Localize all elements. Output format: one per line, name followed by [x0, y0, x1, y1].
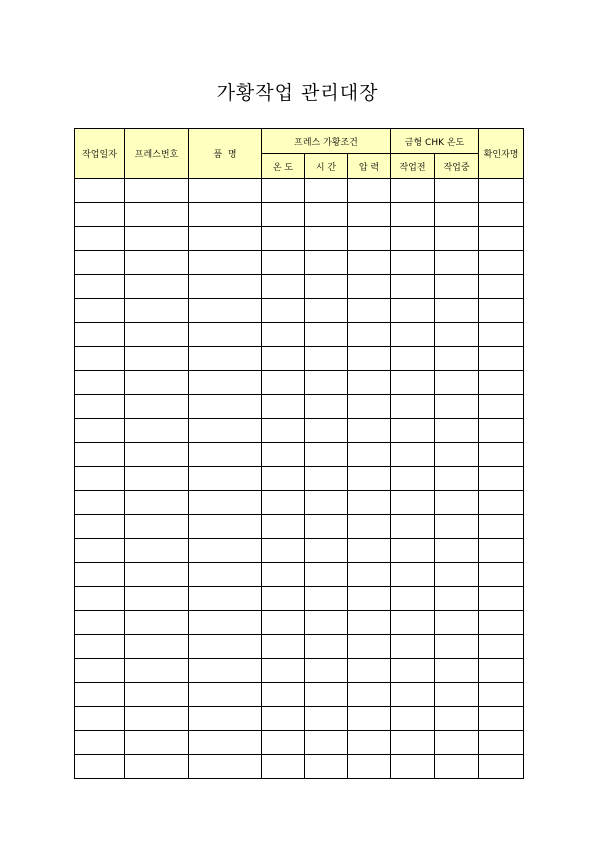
- table-cell[interactable]: [189, 227, 262, 251]
- table-cell[interactable]: [479, 299, 524, 323]
- table-cell[interactable]: [305, 707, 348, 731]
- table-cell[interactable]: [125, 419, 189, 443]
- table-row: [75, 395, 524, 419]
- table-cell[interactable]: [305, 659, 348, 683]
- table-cell[interactable]: [125, 563, 189, 587]
- table-cell[interactable]: [262, 179, 305, 203]
- table-cell[interactable]: [262, 227, 305, 251]
- table-cell[interactable]: [479, 443, 524, 467]
- table-cell[interactable]: [305, 323, 348, 347]
- table-cell[interactable]: [348, 539, 391, 563]
- table-cell[interactable]: [75, 587, 125, 611]
- table-cell[interactable]: [391, 659, 435, 683]
- table-cell[interactable]: [435, 683, 479, 707]
- table-cell[interactable]: [391, 635, 435, 659]
- table-cell[interactable]: [75, 275, 125, 299]
- table-cell[interactable]: [435, 203, 479, 227]
- table-row: [75, 707, 524, 731]
- table-cell[interactable]: [479, 659, 524, 683]
- table-cell[interactable]: [479, 227, 524, 251]
- table-cell[interactable]: [125, 683, 189, 707]
- table-cell[interactable]: [348, 443, 391, 467]
- table-cell[interactable]: [125, 299, 189, 323]
- table-cell[interactable]: [479, 635, 524, 659]
- table-cell[interactable]: [348, 755, 391, 779]
- table-body: [75, 179, 524, 779]
- table-cell[interactable]: [479, 251, 524, 275]
- table-cell[interactable]: [391, 395, 435, 419]
- table-cell[interactable]: [435, 755, 479, 779]
- table-cell[interactable]: [305, 683, 348, 707]
- table-cell[interactable]: [75, 539, 125, 563]
- table-row: [75, 731, 524, 755]
- table-cell[interactable]: [262, 203, 305, 227]
- table-cell[interactable]: [391, 683, 435, 707]
- table-cell[interactable]: [435, 251, 479, 275]
- header-confirmer: 확인자명: [479, 129, 524, 179]
- table-cell[interactable]: [262, 323, 305, 347]
- table-cell[interactable]: [305, 443, 348, 467]
- table-cell[interactable]: [391, 755, 435, 779]
- table-row: [75, 611, 524, 635]
- table-cell[interactable]: [262, 731, 305, 755]
- table-cell[interactable]: [75, 491, 125, 515]
- table-cell[interactable]: [189, 323, 262, 347]
- table-cell[interactable]: [125, 515, 189, 539]
- table-cell[interactable]: [348, 395, 391, 419]
- table-cell[interactable]: [262, 419, 305, 443]
- table-cell[interactable]: [479, 395, 524, 419]
- header-product-name: 품 명: [189, 129, 262, 179]
- table-cell[interactable]: [391, 227, 435, 251]
- table-row: [75, 491, 524, 515]
- table-cell[interactable]: [479, 467, 524, 491]
- table-row: [75, 203, 524, 227]
- table-cell[interactable]: [348, 371, 391, 395]
- table-row: [75, 179, 524, 203]
- table-cell[interactable]: [391, 731, 435, 755]
- table-cell[interactable]: [262, 515, 305, 539]
- table-cell[interactable]: [348, 563, 391, 587]
- table-cell[interactable]: [189, 635, 262, 659]
- table-row: [75, 443, 524, 467]
- table-cell[interactable]: [189, 371, 262, 395]
- table-cell[interactable]: [75, 515, 125, 539]
- table-cell[interactable]: [435, 515, 479, 539]
- table-cell[interactable]: [125, 395, 189, 419]
- table-cell[interactable]: [391, 251, 435, 275]
- table-cell[interactable]: [75, 707, 125, 731]
- table-cell[interactable]: [125, 275, 189, 299]
- table-cell[interactable]: [75, 467, 125, 491]
- table-cell[interactable]: [305, 467, 348, 491]
- table-cell[interactable]: [189, 395, 262, 419]
- table-cell[interactable]: [125, 731, 189, 755]
- table-cell[interactable]: [348, 707, 391, 731]
- table-cell[interactable]: [262, 563, 305, 587]
- table-row: [75, 539, 524, 563]
- table-cell[interactable]: [262, 275, 305, 299]
- header-before-work: 작업전: [391, 154, 435, 179]
- table-cell[interactable]: [348, 491, 391, 515]
- table-cell[interactable]: [75, 443, 125, 467]
- table-cell[interactable]: [479, 611, 524, 635]
- table-cell[interactable]: [262, 707, 305, 731]
- table-cell[interactable]: [125, 635, 189, 659]
- table-row: [75, 587, 524, 611]
- table-cell[interactable]: [479, 755, 524, 779]
- table-cell[interactable]: [348, 347, 391, 371]
- table-cell[interactable]: [435, 659, 479, 683]
- table-row: [75, 755, 524, 779]
- table-cell[interactable]: [305, 179, 348, 203]
- table-cell[interactable]: [305, 731, 348, 755]
- table-cell[interactable]: [189, 203, 262, 227]
- table-cell[interactable]: [305, 635, 348, 659]
- table-cell[interactable]: [391, 491, 435, 515]
- table-cell[interactable]: [189, 683, 262, 707]
- table-cell[interactable]: [75, 299, 125, 323]
- table-row: [75, 467, 524, 491]
- table-cell[interactable]: [479, 515, 524, 539]
- table-cell[interactable]: [479, 491, 524, 515]
- table-cell[interactable]: [435, 419, 479, 443]
- table-cell[interactable]: [75, 179, 125, 203]
- table-cell[interactable]: [305, 611, 348, 635]
- table-cell[interactable]: [479, 683, 524, 707]
- table-cell[interactable]: [125, 179, 189, 203]
- table-cell[interactable]: [348, 203, 391, 227]
- table-row: [75, 251, 524, 275]
- table-cell[interactable]: [75, 371, 125, 395]
- table-cell[interactable]: [189, 299, 262, 323]
- table-cell[interactable]: [348, 683, 391, 707]
- table-cell[interactable]: [391, 443, 435, 467]
- header-work-date: 작업일자: [75, 129, 125, 179]
- table-cell[interactable]: [75, 419, 125, 443]
- table-cell[interactable]: [435, 467, 479, 491]
- table-cell[interactable]: [262, 659, 305, 683]
- table-cell[interactable]: [189, 275, 262, 299]
- table-cell[interactable]: [348, 515, 391, 539]
- page-title: 가황작업 관리대장: [216, 82, 379, 104]
- table-row: [75, 227, 524, 251]
- table-cell[interactable]: [125, 323, 189, 347]
- table-cell[interactable]: [391, 515, 435, 539]
- table-cell[interactable]: [75, 659, 125, 683]
- table-cell[interactable]: [348, 635, 391, 659]
- table-cell[interactable]: [435, 323, 479, 347]
- table-cell[interactable]: [435, 347, 479, 371]
- table-cell[interactable]: [189, 515, 262, 539]
- table-cell[interactable]: [479, 731, 524, 755]
- table-cell[interactable]: [75, 395, 125, 419]
- table-cell[interactable]: [348, 275, 391, 299]
- table-cell[interactable]: [435, 371, 479, 395]
- table-cell[interactable]: [125, 539, 189, 563]
- table-cell[interactable]: [391, 467, 435, 491]
- table-cell[interactable]: [435, 539, 479, 563]
- table-cell[interactable]: [262, 467, 305, 491]
- table-row: [75, 635, 524, 659]
- table-cell[interactable]: [391, 611, 435, 635]
- table-cell[interactable]: [348, 587, 391, 611]
- table-cell[interactable]: [189, 755, 262, 779]
- table-cell[interactable]: [189, 251, 262, 275]
- table-cell[interactable]: [479, 371, 524, 395]
- table-cell[interactable]: [305, 755, 348, 779]
- table-cell[interactable]: [262, 755, 305, 779]
- table-cell[interactable]: [305, 203, 348, 227]
- table-cell[interactable]: [75, 683, 125, 707]
- table-cell[interactable]: [348, 611, 391, 635]
- table-row: [75, 323, 524, 347]
- table-cell[interactable]: [75, 323, 125, 347]
- table-cell[interactable]: [435, 395, 479, 419]
- table-cell[interactable]: [75, 563, 125, 587]
- table-cell[interactable]: [189, 539, 262, 563]
- table-row: [75, 419, 524, 443]
- table-cell[interactable]: [435, 491, 479, 515]
- table-cell[interactable]: [75, 611, 125, 635]
- table-cell[interactable]: [435, 707, 479, 731]
- table-cell[interactable]: [125, 467, 189, 491]
- table-cell[interactable]: [479, 179, 524, 203]
- table-cell[interactable]: [391, 203, 435, 227]
- table-cell[interactable]: [125, 587, 189, 611]
- table-cell[interactable]: [479, 563, 524, 587]
- table-cell[interactable]: [305, 491, 348, 515]
- table-cell[interactable]: [262, 443, 305, 467]
- table-cell[interactable]: [262, 251, 305, 275]
- table-cell[interactable]: [479, 539, 524, 563]
- table-cell[interactable]: [391, 347, 435, 371]
- table-cell[interactable]: [125, 707, 189, 731]
- table-cell[interactable]: [435, 587, 479, 611]
- table-cell[interactable]: [189, 443, 262, 467]
- table-cell[interactable]: [189, 467, 262, 491]
- table-cell[interactable]: [391, 539, 435, 563]
- table-cell[interactable]: [125, 347, 189, 371]
- table-cell[interactable]: [75, 755, 125, 779]
- table-cell[interactable]: [305, 275, 348, 299]
- table-cell[interactable]: [75, 635, 125, 659]
- table-cell[interactable]: [391, 275, 435, 299]
- table-cell[interactable]: [479, 707, 524, 731]
- header-pressure: 압 력: [348, 154, 391, 179]
- table-cell[interactable]: [262, 491, 305, 515]
- table-cell[interactable]: [305, 395, 348, 419]
- table-cell[interactable]: [125, 251, 189, 275]
- table-cell[interactable]: [262, 611, 305, 635]
- table-cell[interactable]: [125, 443, 189, 467]
- header-temperature: 온 도: [262, 154, 305, 179]
- table-cell[interactable]: [262, 683, 305, 707]
- table-row: [75, 515, 524, 539]
- table-cell[interactable]: [189, 347, 262, 371]
- table-cell[interactable]: [189, 491, 262, 515]
- table-cell[interactable]: [305, 299, 348, 323]
- table-cell[interactable]: [125, 371, 189, 395]
- table-cell[interactable]: [189, 707, 262, 731]
- table-cell[interactable]: [125, 611, 189, 635]
- table-cell[interactable]: [75, 347, 125, 371]
- table-cell[interactable]: [391, 419, 435, 443]
- table-cell[interactable]: [391, 563, 435, 587]
- table-cell[interactable]: [262, 395, 305, 419]
- table-cell[interactable]: [262, 539, 305, 563]
- table-cell[interactable]: [435, 731, 479, 755]
- table-cell[interactable]: [75, 227, 125, 251]
- table-cell[interactable]: [305, 251, 348, 275]
- table-cell[interactable]: [262, 371, 305, 395]
- table-cell[interactable]: [479, 587, 524, 611]
- table-cell[interactable]: [189, 611, 262, 635]
- table-cell[interactable]: [262, 635, 305, 659]
- table-cell[interactable]: [262, 347, 305, 371]
- table-row: [75, 347, 524, 371]
- table-cell[interactable]: [479, 323, 524, 347]
- table-cell[interactable]: [479, 347, 524, 371]
- table-cell[interactable]: [262, 587, 305, 611]
- header-press-number: 프레스번호: [125, 129, 189, 179]
- table-cell[interactable]: [75, 731, 125, 755]
- table-cell[interactable]: [305, 539, 348, 563]
- table-cell[interactable]: [479, 203, 524, 227]
- table-row: [75, 659, 524, 683]
- table-cell[interactable]: [391, 179, 435, 203]
- table-cell[interactable]: [435, 275, 479, 299]
- table-cell[interactable]: [348, 323, 391, 347]
- header-press-vulcanization-condition: 프레스 가황조건: [262, 129, 391, 154]
- table-cell[interactable]: [189, 419, 262, 443]
- header-time: 시 간: [305, 154, 348, 179]
- table-cell[interactable]: [125, 203, 189, 227]
- table-cell[interactable]: [305, 227, 348, 251]
- table-cell[interactable]: [348, 731, 391, 755]
- header-during-work: 작업중: [435, 154, 479, 179]
- table-cell[interactable]: [435, 227, 479, 251]
- table-cell[interactable]: [189, 563, 262, 587]
- table-cell[interactable]: [391, 371, 435, 395]
- table-cell[interactable]: [305, 419, 348, 443]
- table-cell[interactable]: [348, 419, 391, 443]
- table-cell[interactable]: [391, 299, 435, 323]
- table-cell[interactable]: [125, 659, 189, 683]
- table-cell[interactable]: [305, 563, 348, 587]
- table-cell[interactable]: [189, 587, 262, 611]
- table-cell[interactable]: [391, 587, 435, 611]
- table-cell[interactable]: [189, 731, 262, 755]
- table-cell[interactable]: [305, 515, 348, 539]
- table-cell[interactable]: [348, 227, 391, 251]
- table-cell[interactable]: [435, 299, 479, 323]
- table-row: [75, 371, 524, 395]
- table-cell[interactable]: [348, 251, 391, 275]
- table-cell[interactable]: [305, 347, 348, 371]
- table-row: [75, 275, 524, 299]
- table-cell[interactable]: [75, 203, 125, 227]
- table-cell[interactable]: [125, 755, 189, 779]
- table-cell[interactable]: [189, 659, 262, 683]
- table-cell[interactable]: [479, 419, 524, 443]
- table-cell[interactable]: [391, 323, 435, 347]
- table-cell[interactable]: [125, 227, 189, 251]
- table-cell[interactable]: [435, 611, 479, 635]
- table-cell[interactable]: [479, 275, 524, 299]
- table-cell[interactable]: [348, 467, 391, 491]
- table-cell[interactable]: [348, 299, 391, 323]
- table-cell[interactable]: [435, 563, 479, 587]
- header-mold-chk-temperature: 금형 CHK 온도: [391, 129, 479, 154]
- table-cell[interactable]: [305, 371, 348, 395]
- table-row: [75, 299, 524, 323]
- table-cell[interactable]: [262, 299, 305, 323]
- table-cell[interactable]: [125, 491, 189, 515]
- table-cell[interactable]: [305, 587, 348, 611]
- table-cell[interactable]: [348, 179, 391, 203]
- table-cell[interactable]: [435, 635, 479, 659]
- table-cell[interactable]: [435, 179, 479, 203]
- table-cell[interactable]: [75, 251, 125, 275]
- table-cell[interactable]: [348, 659, 391, 683]
- vulcanization-log-table: [74, 128, 524, 779]
- table-cell[interactable]: [435, 443, 479, 467]
- table-cell[interactable]: [189, 179, 262, 203]
- table-row: [75, 563, 524, 587]
- table-cell[interactable]: [391, 707, 435, 731]
- table-row: [75, 683, 524, 707]
